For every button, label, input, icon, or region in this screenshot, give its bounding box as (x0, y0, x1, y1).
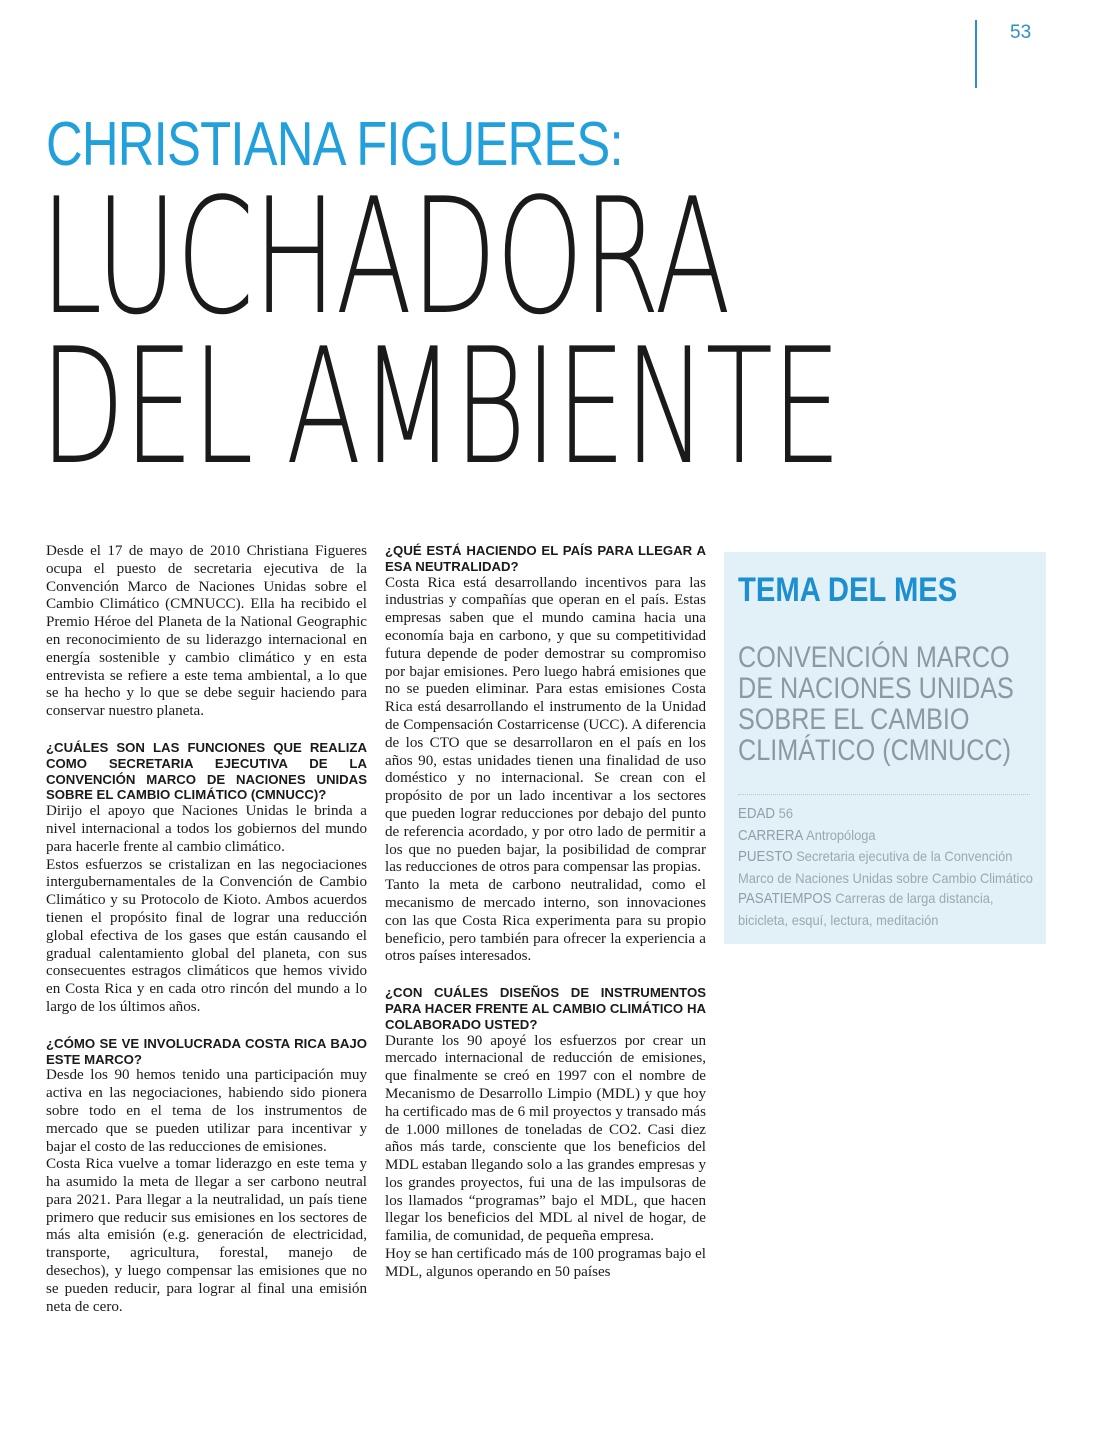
kicker-title: CHRISTIANA FIGUERES: (46, 110, 623, 179)
fact-edad-label: EDAD (738, 806, 776, 822)
headline (40, 163, 1115, 500)
answer-4-paragraph-2: Hoy se han certificado más de 100 programas bajo el MDL, algunos operando en 50 países (385, 1246, 706, 1280)
theme-sidebar (724, 552, 1046, 944)
article-column-1 (46, 543, 367, 1316)
page-number: 53 (1010, 22, 1032, 43)
fact-pasatiempos-value: Carreras de larga distancia, bicicleta, esquí, lectura, meditación (738, 890, 994, 928)
answer-2-paragraph-2: Costa Rica vuelve a tomar liderazgo en este tema y ha asumido la meta de llegar a ser carbono neutral para 2021. Para llegar a la neutralidad, un país tiene primero que reducir sus emisiones en los sectores de más alta emisión (e.g. generación de electricidad, transporte, agricultura, forestal, manejo de desechos), y luego compensar las emisiones que no se pueden reducir, para lograr al final una emisión neta de cero. (46, 1156, 367, 1315)
fact-pasatiempos (738, 888, 1038, 930)
fact-carrera-label: CARRERA (738, 827, 804, 844)
sidebar-topic-line: SOBRE EL CAMBIO (738, 703, 970, 736)
fact-carrera-value: Antropóloga (806, 826, 876, 843)
headline-line-2: DEL AMBIENTE (40, 313, 840, 500)
answer-2-paragraph-1: Desde los 90 hemos tenido una participación muy activa en las negociaciones, habiendo sido pionera sobre todo en el tema de los instrumentos de mercado que se pueden utilizar para incentivar y bajar el costo de las reducciones de emisiones. (46, 1067, 367, 1155)
page-number-rule (975, 20, 977, 88)
sidebar-topic-line: CLIMÁTICO (CMNUCC) (738, 734, 1011, 767)
fact-puesto (738, 846, 1038, 888)
answer-1-paragraph-2: Estos esfuerzos se cristalizan en las negociaciones intergubernamentales de la Convención de Cambio Climático y su Protocolo de Kioto. Ambos acuerdos tienen el propósito final de lograr una reducción global efectiva de los gases que están causando el gradual calentamiento global del planeta, con sus consecuentes estragos climáticos que hemos vivido en Costa Rica y en cada otro rincón del mundo a lo largo de los últimos años. (46, 856, 367, 1015)
profile-facts (738, 803, 1038, 930)
fact-pasatiempos-label: PASATIEMPOS (738, 891, 832, 907)
fact-carrera (738, 825, 1038, 847)
sidebar-topic (738, 641, 1014, 767)
answer-1-paragraph-1: Dirijo el apoyo que Naciones Unidas le brinda a nivel internacional a todos los gobiernos del mundo para hacerle frente al cambio climático. (46, 803, 367, 855)
fact-edad (738, 803, 1038, 825)
headline-line-1: LUCHADORA (40, 163, 730, 350)
fact-puesto-value: Secretaria ejecutiva de la Convención Marco de Naciones Unidas sobre Cambio Climático (738, 848, 1033, 886)
sidebar-divider (738, 794, 1030, 795)
article-column-2 (385, 543, 706, 1282)
question-1: ¿CUÁLES SON LAS FUNCIONES QUE REALIZA COMO SECRETARIA EJECUTIVA DE LA CONVENCIÓN MARCO DE NACIONES UNIDAS SOBRE EL CAMBIO CLIMÁTICO (CMNUCC)? (46, 739, 367, 803)
question-2: ¿CÓMO SE VE INVOLUCRADA COSTA RICA BAJO ESTE MARCO? (46, 1035, 367, 1067)
answer-3-paragraph-1: Costa Rica está desarrollando incentivos para las industrias y compañías que operan en el país. Estas empresas saben que el mundo camina hacia una economía baja en carbono, y que su competitividad futura depende de poder demostrar su compromiso por bajar emisiones. Pero luego habrá emisiones que no se pueden eliminar. Para estas emisiones Costa Rica está desarrollando el instrumento de la Unidad de Compensación Costarricense (UCC). A diferencia de los CTO que se desarrollaron en el país en los años 90, estas unidades tienen una finalidad de uso doméstico y no internacional. Se crean con el propósito de por un lado incentivar a los sectores que pueden lograr reducciones por debajo del punto de referencia acordado, y por otro lado de permitir a los que no pueden bajar, la posibilidad de comprar las reducciones de otros para compensar las propias. (385, 574, 706, 876)
answer-4-paragraph-1: Durante los 90 apoyé los esfuerzos por crear un mercado internacional de reducción de emisiones, que finalmente se creó en 1997 con el nombre de Mecanismo de Desarrollo Limpio (MDL) y que hoy ha certificado mas de 6 mil proyectos y transado más de 1.000 millones de toneladas de CO2. Casi diez años más tarde, consciente que los beneficios del MDL estaban llegando solo a las grandes empresas y los grandes proyectos, fui una de las impulsoras de los llamados “programas” bajo el MDL, que hacen llegar los beneficios del MDL al nivel de hogar, de familia, de comunidad, de pequeña empresa. (385, 1032, 706, 1245)
fact-puesto-label: PUESTO (738, 849, 793, 865)
answer-3-paragraph-2: Tanto la meta de carbono neutralidad, como el mecanismo de mercado interno, son innovaciones con las que Costa Rica experimenta para su propio beneficio, pero también para ofrecer la experiencia a otros países interesados. (385, 877, 706, 965)
question-3: ¿QUÉ ESTÁ HACIENDO EL PAÍS PARA LLEGAR A ESA NEUTRALIDAD? (385, 543, 706, 574)
sidebar-topic-line: CONVENCIÓN MARCO (738, 641, 1010, 674)
question-4: ¿CON CUÁLES DISEÑOS DE INSTRUMENTOS PARA HACER FRENTE AL CAMBIO CLIMÁTICO HA COLABORADO USTED? (385, 985, 706, 1032)
sidebar-topic-line: DE NACIONES UNIDAS (738, 672, 1014, 705)
intro-paragraph: Desde el 17 de mayo de 2010 Christiana Figueres ocupa el puesto de secretaria ejecutiva de la Convención Marco de Naciones Unidas sobre el Cambio Climático (CMNUCC). Ella ha recibido el Premio Héroe del Planeta de la National Geographic en reconocimiento de su liderazgo internacional en energía sostenible y cambio climático y en esta entrevista se refiere a este tema ambiental, a lo que se ha hecho y lo que se debe seguir haciendo para conservar nuestro planeta. (46, 543, 367, 720)
sidebar-title: TEMA DEL MES (738, 571, 958, 609)
fact-edad-value: 56 (778, 805, 793, 821)
